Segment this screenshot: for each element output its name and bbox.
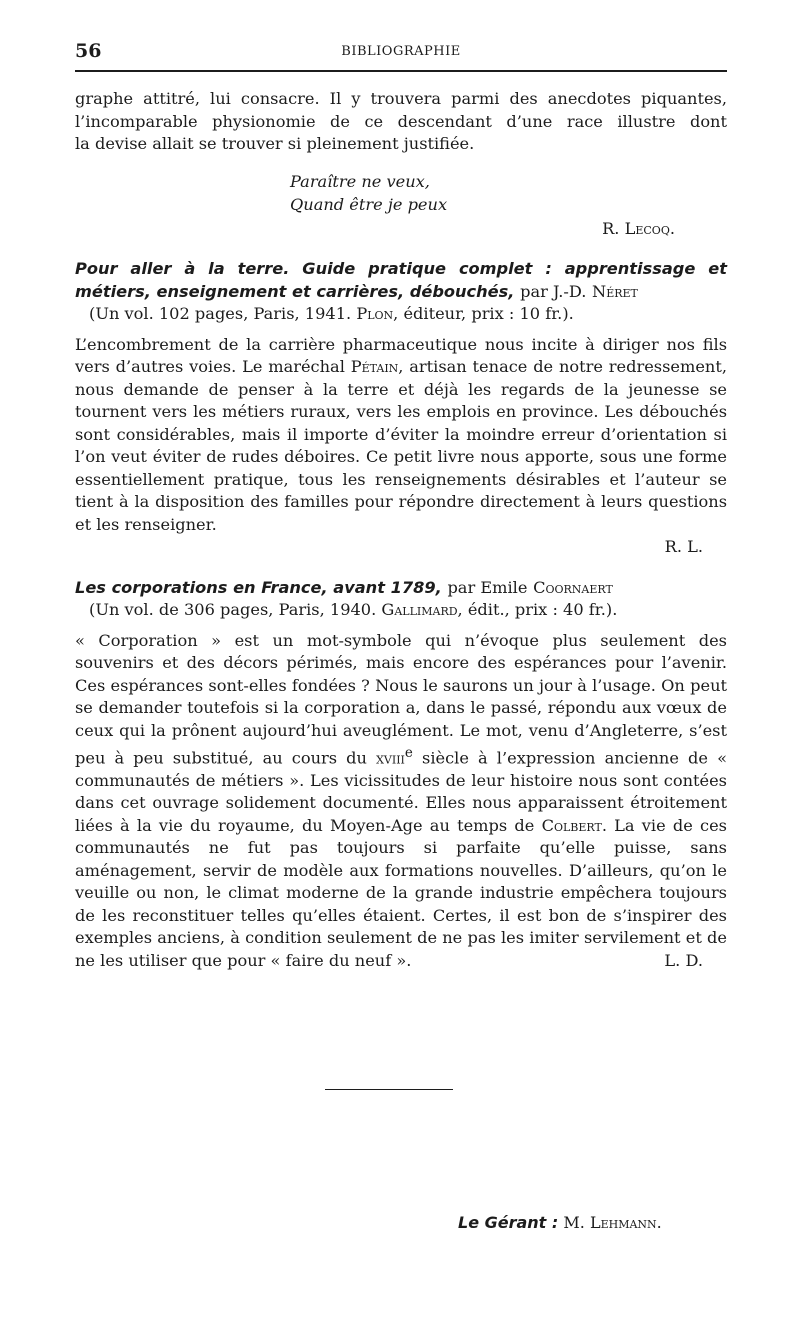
review2-century-sup: e: [404, 745, 413, 761]
review1-body: [75, 334, 727, 537]
signature-r-lecoq: [75, 218, 727, 241]
review2-body-1: « Corporation » est un mot-symbole qui n’évoque plus seulement des souvenirs et des décors périmés, mais encore des espérances pour l’avenir. Ces espérances sont-elles fondées ? Nous le saurons un jour à l’usage. On peut se demander toutefois si la corporation a, dans le passé, répondu aux vœux de ceux qui la prônent aujourd’hui aveuglément. Le mot, venu d’Angleterre, s’est peu à peu substitué, au cours du: [75, 630, 727, 768]
review2-title: Les corporations en France, avant 1789,: [75, 577, 442, 597]
intro-line-3: la devise allait se trouver si pleinement justifiée.: [75, 134, 475, 153]
intro-line-2: l’incomparable physionomie de ce descendant d’une race illustre dont: [75, 111, 727, 131]
review2-heading: [75, 577, 727, 600]
review1-author: Néret: [592, 281, 638, 301]
review2-pub-suffix: , édit., prix : 40 fr.).: [457, 600, 618, 619]
running-title: BIBLIOGRAPHIE: [341, 44, 461, 59]
review2-colbert: Colbert: [541, 815, 602, 835]
review2-signature: L. D.: [664, 950, 703, 970]
review1-title: Pour aller à la terre. Guide pratique complet : apprentissage et métiers, enseignement et carrières, débouchés,: [75, 259, 727, 301]
manager-name: Lehmann.: [589, 1213, 662, 1232]
review1-pub-suffix: , éditeur, prix : 10 fr.).: [393, 304, 574, 323]
page-number: 56: [75, 40, 102, 62]
review-pour-aller-a-la-terre: [75, 258, 727, 559]
intro-line-1: graphe attitré, lui consacre. Il y trouvera parmi des anecdotes piquantes,: [75, 89, 727, 108]
page-header: [75, 40, 727, 62]
manager-initial: M.: [563, 1213, 585, 1232]
verse-line-2: Quand être je peux: [290, 194, 448, 214]
review2-body: [75, 630, 727, 973]
motto-verse: [290, 170, 727, 216]
end-rule: [325, 1089, 453, 1090]
review1-body-1: L’encombrement de la carrière pharmaceutique nous incite à diriger nos fils vers d’autres voies. Le maréchal: [75, 334, 727, 376]
review2-pub-info: [89, 599, 727, 622]
verse-line-1: Paraître ne veux,: [290, 171, 430, 191]
review1-pub-info: [89, 303, 727, 326]
page-content: [75, 88, 727, 972]
header-rule: [75, 70, 727, 72]
review1-by: par J.-D.: [520, 281, 587, 301]
manager-line: [458, 1213, 662, 1232]
review2-publisher: Gallimard: [381, 600, 458, 619]
review1-publisher: Plon: [356, 304, 394, 323]
review1-pub-prefix: (Un vol. 102 pages, Paris, 1941.: [89, 304, 352, 323]
review1-marshal: Pétain: [350, 357, 399, 376]
signature-name: Lecoq.: [624, 218, 675, 238]
signature-initial: R.: [602, 218, 620, 238]
review1-signature: R. L.: [664, 537, 703, 556]
review2-author: Coornaert: [533, 577, 613, 597]
manager-label: Le Gérant :: [458, 1213, 559, 1232]
review2-century: xviii: [376, 748, 405, 768]
review-les-corporations: [75, 577, 727, 973]
review2-by: par Emile: [447, 577, 528, 597]
intro-review-end: [75, 88, 727, 240]
review1-body-2: , artisan tenace de notre redressement, nous demande de penser à la terre et déjà les regards de la jeunesse se tournent vers les métiers ruraux, vers les emplois en province. Les débouchés sont considérables, mais il importe d’éviter la moindre erreur d’orientation si l’on veut éviter de rudes déboires. Ce petit livre nous apporte, sous une forme essentiellement pratique, tous les renseignements désirables et l’auteur se tient à la disposition des familles pour répondre directement à leurs questions et les renseigner.: [75, 357, 727, 534]
review2-body-2: siècle à l’expression ancienne de « communautés de métiers ». Les vicissitudes de leur histoire nous sont contées dans cet ouvrage solidement documenté. Elles nous apparaissent étroitement liées à la vie du royaume, du Moyen-Age au temps de: [75, 748, 727, 835]
review2-body-3: . La vie de ces communautés ne fut pas toujours si parfaite qu’elle puisse, sans aménagement, servir de modèle aux formations nouvelles. D’ailleurs, qu’on le veuille ou non, le climat moderne de la grande industrie empêchera toujours de les reconstituer telles qu’elles étaient. Certes, il est bon de s’inspirer des exemples anciens, à condition seulement de ne pas les imiter servilement et de ne les utiliser que pour « faire du neuf ».: [75, 815, 727, 970]
review1-heading: [75, 258, 727, 303]
review2-pub-prefix: (Un vol. de 306 pages, Paris, 1940.: [89, 600, 377, 619]
